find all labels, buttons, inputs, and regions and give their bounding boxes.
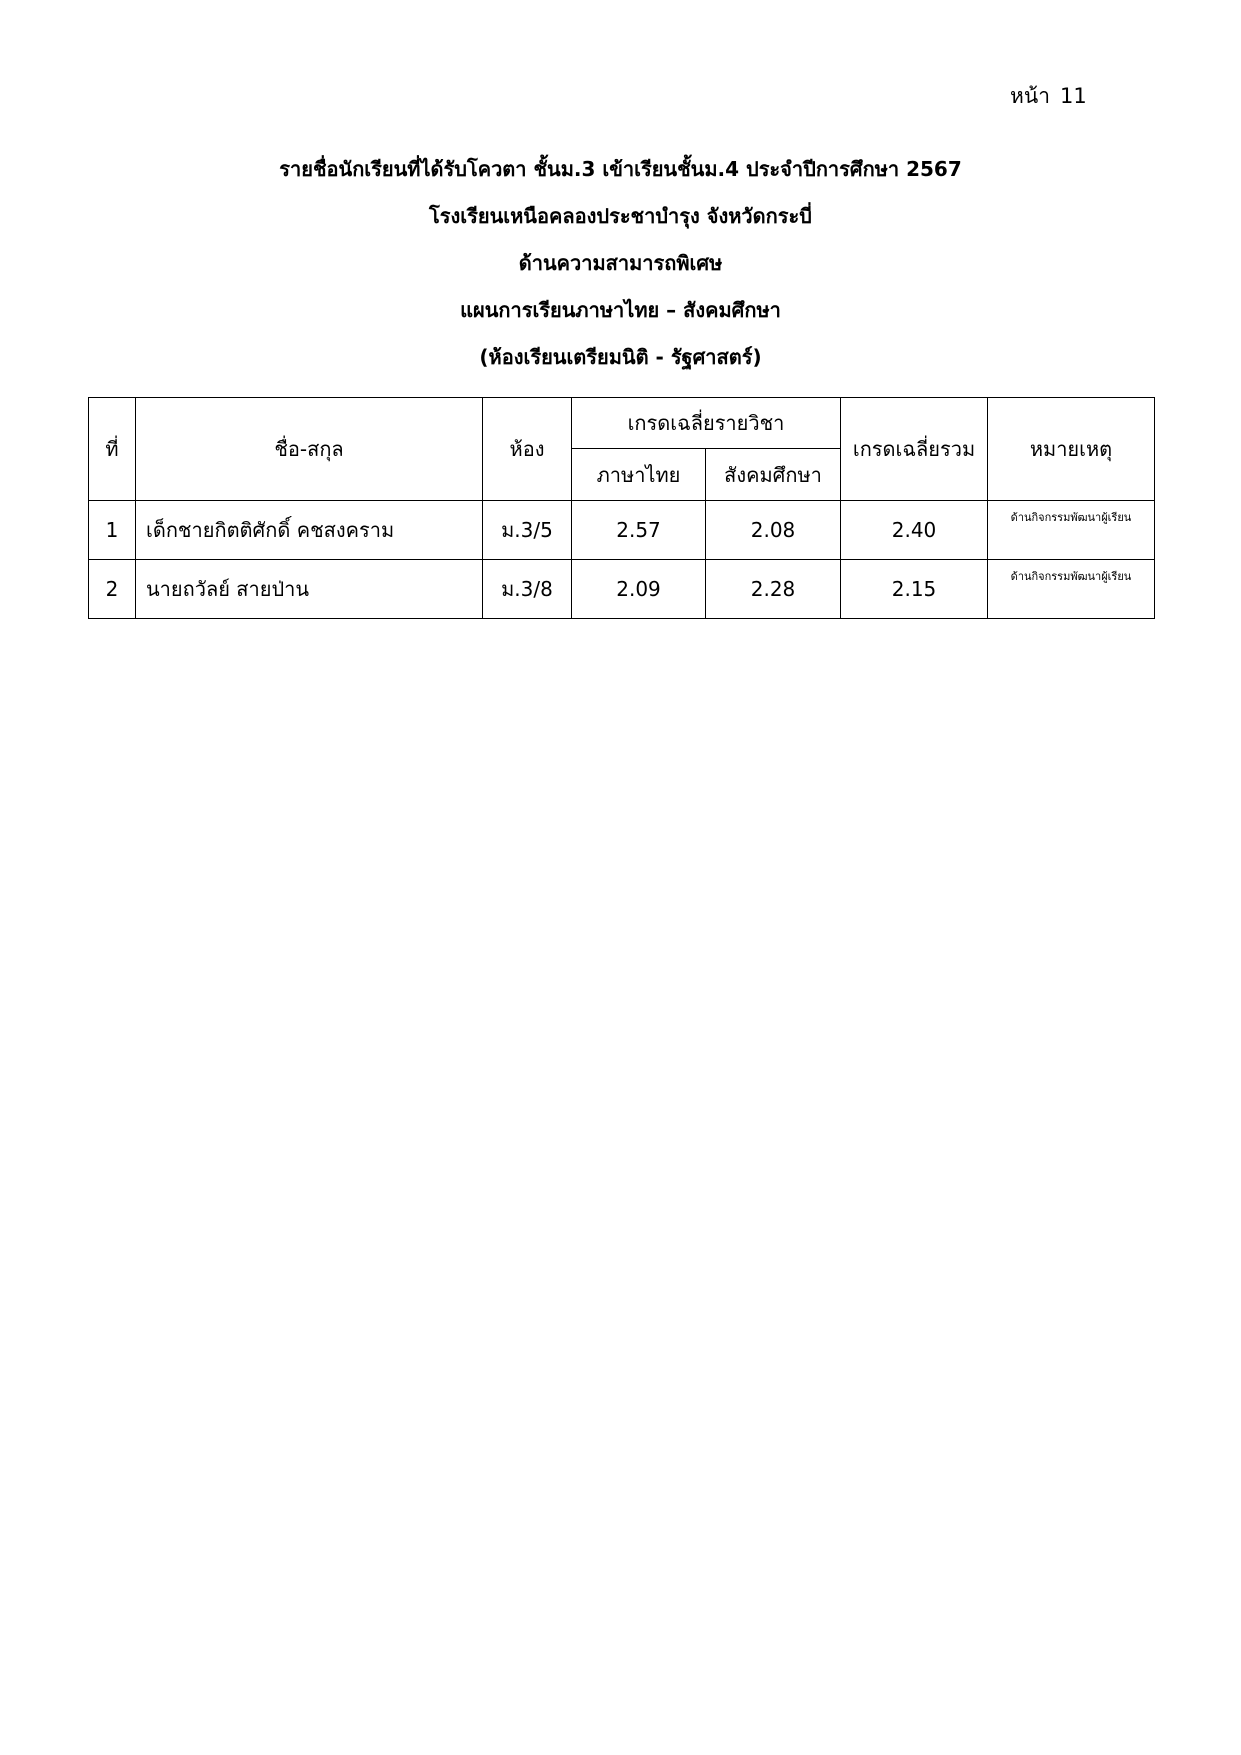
cell-overall-grade: 2.15 [841,560,988,619]
page-label: หน้า [1010,84,1050,108]
document-header [0,146,1241,381]
cell-room: ม.3/5 [483,501,572,560]
header-room: ห้อง [483,398,572,501]
header-no: ที่ [89,398,136,501]
cell-thai-grade: 2.57 [572,501,706,560]
header-note: หมายเหตุ [988,398,1155,501]
table-header-row [89,398,1155,449]
school-name: โรงเรียนเหนือคลองประชาบำรุง จังหวัดกระบี่ [429,204,812,228]
class-program: (ห้องเรียนเตรียมนิติ - รัฐศาสตร์) [479,345,762,369]
header-name: ชื่อ-สกุล [136,398,483,501]
cell-no: 1 [89,501,136,560]
student-quota-table [88,397,1155,619]
cell-name: นายถวัลย์ สายป่าน [136,560,483,619]
cell-thai-grade: 2.09 [572,560,706,619]
cell-name: เด็กชายกิตติศักดิ์ คชสงคราม [136,501,483,560]
page-number [1010,80,1130,113]
header-social: สังคมศึกษา [706,449,841,501]
cell-overall-grade: 2.40 [841,501,988,560]
cell-social-grade: 2.08 [706,501,841,560]
cell-note: ด้านกิจกรรมพัฒนาผู้เรียน [988,501,1155,560]
cell-social-grade: 2.28 [706,560,841,619]
cell-note: ด้านกิจกรรมพัฒนาผู้เรียน [988,560,1155,619]
header-overall-average: เกรดเฉลี่ยรวม [841,398,988,501]
header-thai: ภาษาไทย [572,449,706,501]
quota-category: ด้านความสามารถพิเศษ [518,251,723,275]
header-subject-average: เกรดเฉลี่ยรายวิชา [572,398,841,449]
cell-room: ม.3/8 [483,560,572,619]
cell-no: 2 [89,560,136,619]
page-number-value: 11 [1060,84,1087,108]
table-row [89,560,1155,619]
document-title: รายชื่อนักเรียนที่ได้รับโควตา ชั้นม.3 เข้าเรียนชั้นม.4 ประจำปีการศึกษา 2567 [279,157,962,181]
study-plan: แผนการเรียนภาษาไทย – สังคมศึกษา [460,298,781,322]
table-row [89,501,1155,560]
